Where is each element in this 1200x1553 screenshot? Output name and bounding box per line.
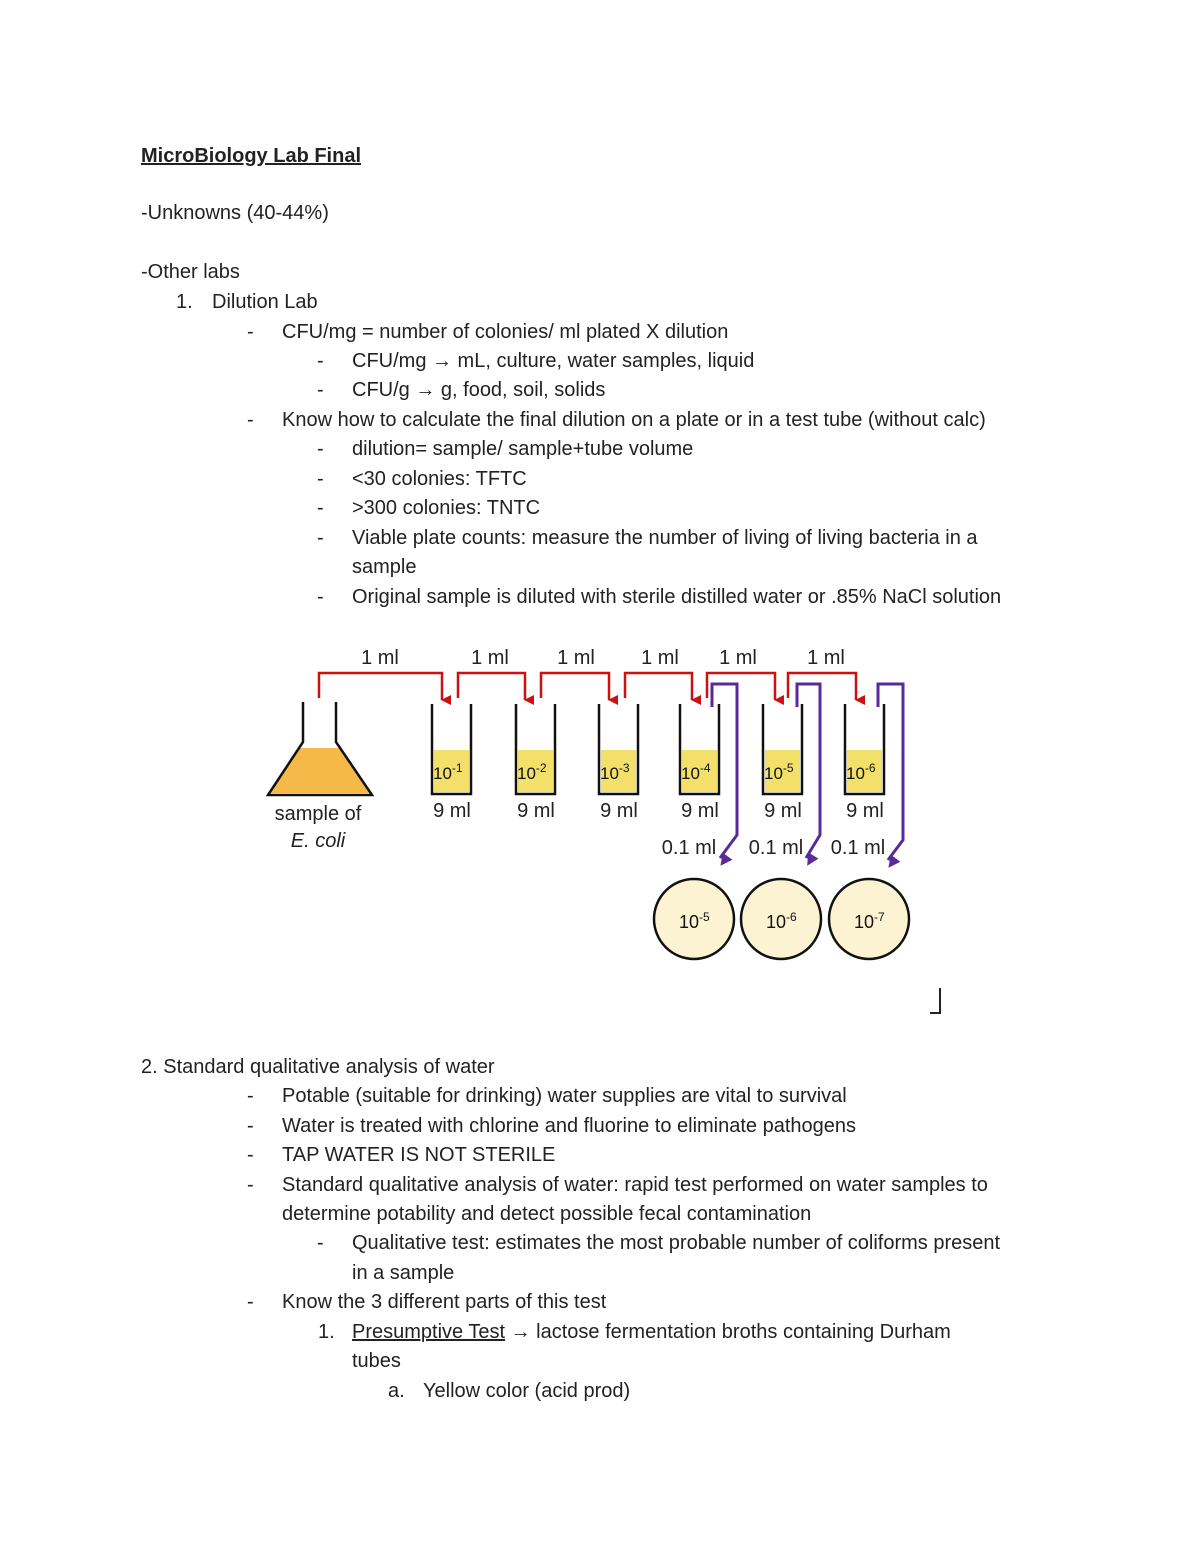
list-item: <30 colonies: TFTC — [352, 468, 527, 490]
list-item: Viable plate counts: measure the number of living of living bacteria in a — [352, 527, 978, 549]
dash-bullet: - — [317, 350, 324, 372]
list-item-continuation: tubes — [352, 1350, 401, 1372]
transfer-arrow — [625, 673, 692, 700]
list-item: Original sample is diluted with sterile distilled water or .85% NaCl solution — [352, 586, 1002, 608]
list-number: 1. — [318, 1321, 335, 1343]
list-item: CFU/mg → mL, culture, water samples, liquid — [352, 350, 755, 372]
corner-mark — [930, 988, 940, 1013]
list-item-continuation: sample — [352, 556, 417, 578]
tube-volume-label: 9 ml — [517, 800, 555, 822]
list-number: 1. — [176, 291, 193, 313]
dash-bullet: - — [247, 1115, 254, 1137]
list-item: Potable (suitable for drinking) water supplies are vital to survival — [282, 1085, 847, 1107]
transfer-arrow — [458, 673, 525, 700]
dash-bullet: - — [247, 409, 254, 431]
dash-bullet: - — [247, 1085, 254, 1107]
list-item: dilution= sample/ sample+tube volume — [352, 438, 694, 460]
dash-bullet: - — [247, 1174, 254, 1196]
list-item: Standard qualitative analysis of water: rapid test performed on water samples to — [282, 1174, 988, 1196]
dash-bullet: - — [317, 468, 324, 490]
presumptive-test-item — [352, 1320, 951, 1344]
transfer-arrow — [707, 673, 775, 700]
list-item: >300 colonies: TNTC — [352, 497, 541, 519]
plate-transfer-label: 0.1 ml — [748, 837, 804, 859]
tube-dilution-label: $10^{-5}$ — [764, 761, 794, 783]
tube-volume-label: 9 ml — [846, 800, 884, 822]
list-letter: a. — [388, 1380, 405, 1402]
agar-plate — [654, 879, 734, 959]
list-item: Qualitative test: estimates the most probable number of coliforms present — [352, 1232, 1001, 1254]
dash-bullet: - — [247, 321, 254, 343]
transfer-label: 1 ml — [557, 647, 595, 669]
dash-bullet: - — [247, 1291, 254, 1313]
dash-bullet: - — [247, 1144, 254, 1166]
tube-volume-label: 9 ml — [681, 800, 719, 822]
other-labs-line: -Other labs — [141, 261, 240, 283]
dilution-tube — [680, 704, 719, 822]
plate-transfer-label: 0.1 ml — [661, 837, 717, 859]
transfer-arrow — [319, 673, 442, 700]
unknowns-line: -Unknowns (40-44%) — [141, 202, 329, 224]
list-item: Water is treated with chlorine and fluorine to eliminate pathogens — [282, 1115, 857, 1137]
dilution-tube — [763, 704, 802, 822]
transfer-label: 1 ml — [361, 647, 399, 669]
section-2-heading: 2. Standard qualitative analysis of water — [141, 1056, 495, 1078]
list-item: Know how to calculate the final dilution on a plate or in a test tube (without calc) — [282, 409, 986, 431]
plate-transfer-label: 0.1 ml — [830, 837, 886, 859]
tube-dilution-label: $10^{-4}$ — [681, 761, 711, 783]
plate-transfer-arrow — [797, 684, 820, 858]
tube-volume-label: 9 ml — [433, 800, 471, 822]
dash-bullet: - — [317, 497, 324, 519]
dilution-lab-heading: Dilution Lab — [212, 291, 318, 313]
tube-volume-label: 9 ml — [600, 800, 638, 822]
flask — [268, 702, 372, 795]
list-item: Yellow color (acid prod) — [423, 1380, 631, 1402]
agar-plate — [741, 879, 821, 959]
plate-dilution-label: $10^{-5}$ — [679, 910, 710, 932]
tube-dilution-label: $10^{-2}$ — [517, 761, 547, 783]
plate-dilution-label: $10^{-7}$ — [854, 910, 885, 932]
transfer-label: 1 ml — [471, 647, 509, 669]
dash-bullet: - — [317, 586, 324, 608]
flask-label: sample of — [274, 803, 362, 825]
list-item: TAP WATER IS NOT STERILE — [282, 1144, 556, 1166]
transfer-label: 1 ml — [641, 647, 679, 669]
tube-volume-label: 9 ml — [764, 800, 802, 822]
transfer-label: 1 ml — [807, 647, 845, 669]
tube-dilution-label: $10^{-1}$ — [433, 761, 463, 783]
list-item-continuation: in a sample — [352, 1262, 455, 1284]
presumptive-test-label: Presumptive Test — [352, 1321, 506, 1343]
tube-dilution-label: $10^{-6}$ — [846, 761, 876, 783]
plate-dilution-label: $10^{-6}$ — [766, 910, 797, 932]
dash-bullet: - — [317, 527, 324, 549]
dilution-tube — [432, 704, 471, 822]
dilution-tube — [845, 704, 884, 822]
list-item-continuation: determine potability and detect possible fecal contamination — [282, 1203, 812, 1225]
tube-dilution-label: $10^{-3}$ — [600, 761, 630, 783]
dash-bullet: - — [317, 1232, 324, 1254]
dash-bullet: - — [317, 379, 324, 401]
presumptive-test-desc: → lactose fermentation broths containing Durham — [505, 1321, 951, 1343]
list-item: CFU/mg = number of colonies/ ml plated X dilution — [282, 321, 729, 343]
dash-bullet: - — [317, 438, 324, 460]
transfer-label: 1 ml — [719, 647, 757, 669]
document-title: MicroBiology Lab Final — [141, 145, 362, 167]
dilution-tube — [516, 704, 555, 822]
dilution-tube — [599, 704, 638, 822]
list-item: Know the 3 different parts of this test — [282, 1291, 607, 1313]
list-item: CFU/g → g, food, soil, solids — [352, 379, 606, 401]
flask-label: E. coli — [290, 830, 346, 852]
agar-plate — [829, 879, 909, 959]
transfer-arrow — [541, 673, 609, 700]
